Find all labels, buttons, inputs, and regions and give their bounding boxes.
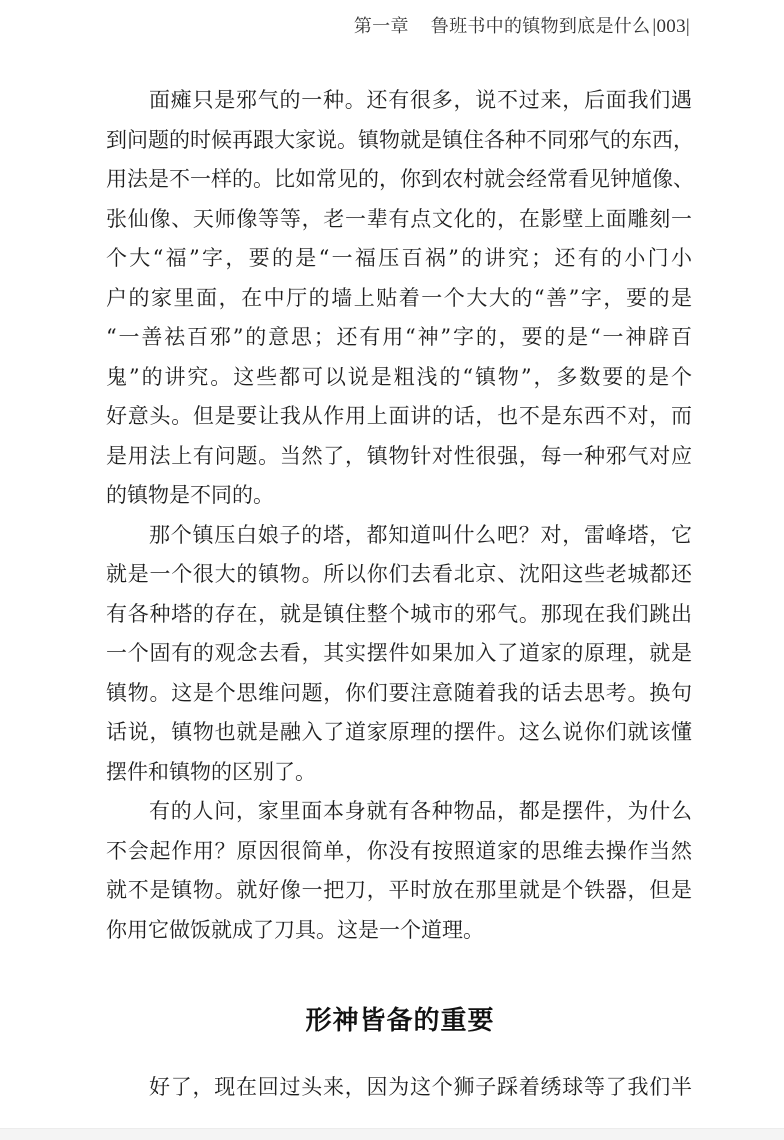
text-line: 是用法上有问题。当然了，镇物针对性很强，每一种邪气对应 <box>106 443 692 468</box>
section-heading: 形神皆备的重要 <box>305 1006 495 1036</box>
page-bottom-edge <box>0 1128 784 1140</box>
text-line: 不会起作用？原因很简单，你没有按照道家的思维去操作当然 <box>106 838 692 863</box>
text-line: 就是一个很大的镇物。所以你们去看北京、沈阳这些老城都还 <box>106 562 692 586</box>
body-text-continued <box>106 1073 692 1113</box>
text-line: 一个固有的观念去看，其实摆件如果加入了道家的原理，就是 <box>106 641 692 665</box>
text-line: 好意头。但是要让我从作用上面讲的话，也不是东西不对，而 <box>106 404 692 428</box>
running-header <box>354 12 690 38</box>
chapter-label: 第一章 <box>353 16 409 37</box>
chapter-title: 鲁班书中的镇物到底是什么 <box>430 16 651 37</box>
text-line: 个大“福”字，要的是“一福压百祸”的讲究；还有的小门小 <box>106 246 692 270</box>
text-line: 张仙像、天师像等等，老一辈有点文化的，在影壁上面雕刻一 <box>106 206 692 231</box>
page-number: |003| <box>652 16 690 37</box>
text-line: 好了，现在回过头来，因为这个狮子踩着绣球等了我们半 <box>149 1075 692 1099</box>
text-line: 到问题的时候再跟大家说。镇物就是镇住各种不同邪气的东西， <box>106 127 694 152</box>
text-line: “一善祛百邪”的意思；还有用“神”字的，要的是“一神辟百 <box>106 325 692 349</box>
paragraph <box>106 1073 692 1113</box>
text-line: 话说，镇物也就是融入了道家原理的摆件。这么说你们就该懂 <box>106 720 692 744</box>
text-line: 镇物。这是个思维问题，你们要注意随着我的话去思考。换句 <box>106 680 692 705</box>
text-line: 的镇物是不同的。 <box>106 483 274 507</box>
text-line: 有各种塔的存在，就是镇住整个城市的邪气。那现在我们跳出 <box>106 601 692 626</box>
text-line: 用法是不一样的。比如常见的，你到农村就会经常看见钟馗像、 <box>106 167 694 191</box>
text-line: 有的人问，家里面本身就有各种物品，都是摆件，为什么 <box>149 799 692 823</box>
body-text <box>106 86 692 955</box>
text-line: 就不是镇物。就好像一把刀，平时放在那里就是个铁器，但是 <box>106 878 692 902</box>
paragraph <box>106 521 692 798</box>
text-line: 面瘫只是邪气的一种。还有很多，说不过来，后面我们遇 <box>149 88 692 112</box>
paragraph <box>106 797 692 955</box>
text-line: 摆件和镇物的区别了。 <box>106 759 316 784</box>
paragraph <box>106 86 692 521</box>
text-line: 那个镇压白娘子的塔，都知道叫什么吧？对，雷峰塔，它 <box>149 522 692 547</box>
text-line: 户的家里面，在中厅的墙上贴着一个大大的“善”字，要的是 <box>106 285 692 310</box>
text-line: 你用它做饭就成了刀具。这是一个道理。 <box>106 917 484 942</box>
text-line: 鬼”的讲究。这些都可以说是粗浅的“镇物”，多数要的是个 <box>106 364 692 389</box>
